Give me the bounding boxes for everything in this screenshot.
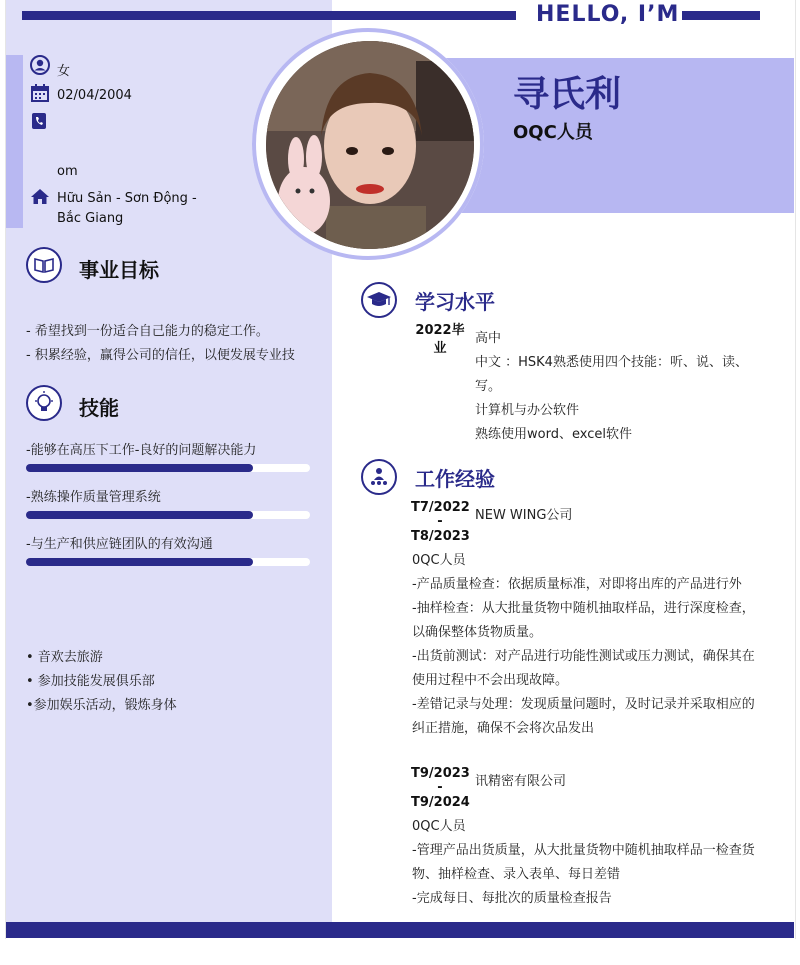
career-line-2: - 积累经验，赢得公司的信任，以便发展专业技 [26, 348, 295, 363]
education-line-3: 写。 [475, 379, 502, 394]
job2-company: 讯精密有限公司 [475, 774, 567, 789]
job2-from: T9/2023 [411, 766, 470, 781]
address-line1: Hữu Sản - Sơn Động - [57, 191, 197, 206]
gender-text: 女 [57, 64, 71, 79]
skills-title: 技能 [79, 396, 119, 420]
job1-line-7: 纠正措施，确保不会将次品发出 [412, 721, 595, 736]
hobby-2: • 参加技能发展俱乐部 [26, 674, 155, 689]
education-line-5: 熟练使用word、excel软件 [475, 427, 632, 442]
skill-fill-2 [26, 511, 253, 519]
education-year: 2022毕业 [415, 323, 465, 356]
education-line-1: 高中 [475, 331, 502, 346]
skill-label-3: -与生产和供应链团队的有效沟通 [26, 537, 213, 552]
hello-heading: HELLO, I’M [536, 2, 680, 27]
top-decor-bar-left [22, 11, 516, 20]
job1-from: T7/2022 [411, 500, 470, 515]
job2-line-3: -完成每日、每批次的质量检查报告 [412, 891, 612, 906]
job2-to: T9/2024 [411, 795, 470, 810]
job1-line-3: 以确保整体货物质量。 [412, 625, 543, 640]
bottom-decor-bar [6, 922, 794, 938]
job2-dash: - [437, 780, 443, 795]
education-line-4: 计算机与办公软件 [475, 403, 580, 418]
team-icon [361, 459, 397, 495]
experience-title: 工作经验 [415, 467, 495, 491]
job1-role: 0QC人员 [412, 553, 466, 568]
candidate-name: 寻氏利 [513, 74, 622, 115]
calendar-icon [30, 83, 50, 103]
skill-bar-2 [26, 511, 310, 519]
skill-bar-3 [26, 558, 310, 566]
career-line-1: - 希望找到一份适合自己能力的稳定工作。 [26, 324, 269, 339]
job1-line-6: -差错记录与处理：发现质量问题时，及时记录并采取相应的 [412, 697, 755, 712]
skill-bar-1 [26, 464, 310, 472]
birthdate-text: 02/04/2004 [57, 88, 132, 103]
education-title: 学习水平 [415, 290, 495, 314]
address-line2: Bắc Giang [57, 211, 124, 226]
skill-fill-3 [26, 558, 253, 566]
contact-accent-strip [6, 55, 23, 228]
home-icon [30, 187, 50, 207]
skill-fill-1 [26, 464, 253, 472]
hobby-3: •参加娱乐活动，锻炼身体 [26, 698, 177, 713]
candidate-title: OQC人员 [513, 122, 593, 143]
lightbulb-icon [26, 385, 62, 421]
job1-company: NEW WING公司 [475, 508, 573, 523]
job1-dash: - [437, 514, 443, 529]
job1-line-1: -产品质量检查：依据质量标准，对即将出库的产品进行外 [412, 577, 742, 592]
job2-line-1: -管理产品出货质量，从大批量货物中随机抽取样品一检查货 [412, 843, 755, 858]
phone-icon [30, 111, 50, 131]
job1-line-5: 使用过程中不会出现故障。 [412, 673, 569, 688]
job1-line-4: -出货前测试：对产品进行功能性测试或压力测试，确保其在 [412, 649, 755, 664]
education-line-2: 中文 ：HSK4熟悉使用四个技能：听、说、读、 [475, 355, 748, 370]
email-text: om [57, 164, 78, 179]
career-title: 事业目标 [79, 258, 159, 282]
job2-role: 0QC人员 [412, 819, 466, 834]
skill-label-1: -能够在高压下工作-良好的问题解决能力 [26, 443, 257, 458]
top-decor-bar-right [682, 11, 760, 20]
hobby-1: • 音欢去旅游 [26, 650, 103, 665]
skill-label-2: -熟练操作质量管理系统 [26, 490, 161, 505]
graduation-cap-icon [361, 282, 397, 318]
book-icon [26, 247, 62, 283]
user-icon [30, 55, 50, 75]
job2-line-2: 物、抽样检查、录入表单、每日差错 [412, 867, 621, 882]
profile-photo [266, 41, 474, 249]
job1-to: T8/2023 [411, 529, 470, 544]
job1-line-2: -抽样检查：从大批量货物中随机抽取样品，进行深度检查， [412, 601, 755, 616]
